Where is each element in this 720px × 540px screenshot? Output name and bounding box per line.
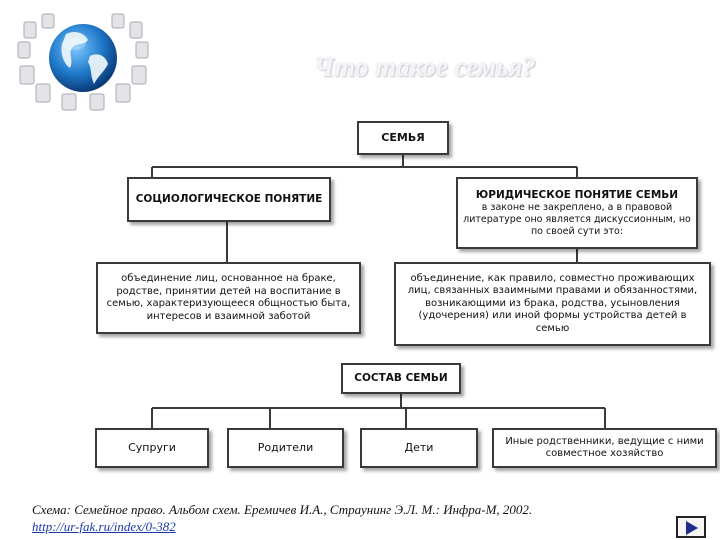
composition-box	[341, 363, 461, 394]
member-parents-box	[227, 428, 344, 468]
slide-title: Что такое семья?	[314, 52, 536, 82]
socio-concept-title: СОЦИОЛОГИЧЕСКОЕ ПОНЯТИЕ	[135, 192, 323, 205]
composition-title: СОСТАВ СЕМЬИ	[354, 371, 448, 384]
legal-definition: объединение, как правило, совместно проживающих лиц, связанных взаимными правами и обязанностями, возникающими из брака, родства, усыновления (удочерения) или иной формы устройства детей в семью	[407, 272, 698, 334]
legal-concept-box	[456, 177, 698, 249]
member-relatives-box	[492, 428, 717, 468]
legal-concept-title: ЮРИДИЧЕСКОЕ ПОНЯТИЕ СЕМЬИ	[475, 188, 679, 201]
source-link[interactable]: http://ur-fak.ru/index/0-382	[32, 519, 176, 534]
root-label: СЕМЬЯ	[381, 131, 425, 145]
member-spouses: Супруги	[128, 441, 176, 455]
legal-definition-box	[394, 262, 711, 346]
source-caption: Схема: Семейное право. Альбом схем. Еремичев И.А., Страунинг Э.Л. М.: Инфра-М, 2002.	[32, 502, 533, 517]
socio-definition: объединение лиц, основанное на браке, родстве, принятии детей на воспитание в семью, характеризующееся общностью быта, интересов и взаимной заботой	[106, 273, 351, 322]
member-children-box	[360, 428, 478, 468]
socio-definition-box	[96, 262, 361, 334]
play-arrow-icon	[685, 521, 699, 535]
member-relatives: Иные родственники, ведущие с ними совместное хозяйство	[505, 435, 704, 459]
root-box-family	[357, 121, 449, 155]
member-spouses-box	[95, 428, 209, 468]
legal-concept-note: в законе не закреплено, а в правовой литературе оно является дискуссионным, но по своей сути это:	[463, 201, 691, 237]
member-parents: Родители	[257, 441, 314, 455]
member-children: Дети	[404, 441, 434, 455]
next-slide-button[interactable]	[676, 516, 706, 538]
socio-concept-box	[127, 177, 331, 222]
